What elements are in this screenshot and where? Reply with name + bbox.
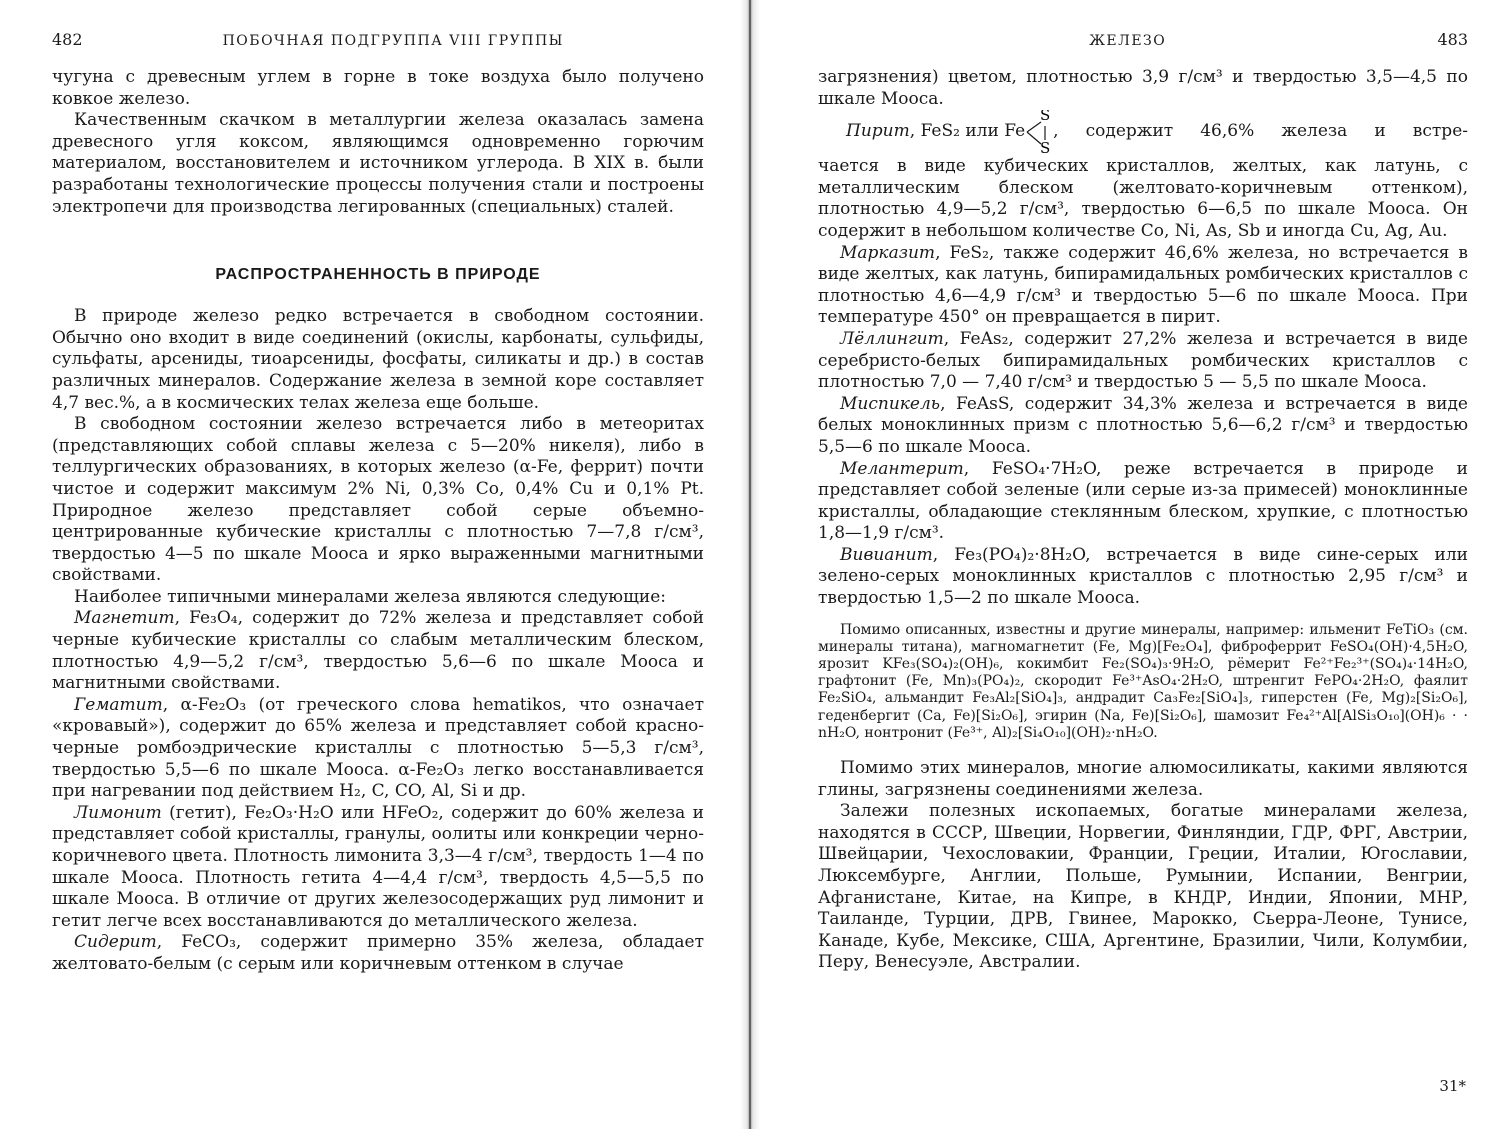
mineral-name: Сидерит (74, 932, 157, 953)
mineral-paragraph (52, 803, 704, 933)
sulfur-bottom: S (1040, 139, 1051, 155)
intro-paragraph: чугуна с древесным углем в горне в токе воздуха было получено ковкое железо. (52, 67, 704, 109)
mineral-name: Гематит (74, 694, 163, 715)
body-paragraph: Наиболее типичными минералами железа являются следующие: (74, 586, 667, 607)
small-print-note: Помимо описанных, известны и другие минералы, например: ильменит FeTiO₃ (см. минералы титана), магномагнетит (Fe, Mg)[Fe₂O₄], фиброферрит FeSO₄(OH)·4,5H₂O, ярозит KFe₃(SO₄)₂(OH)₆, кокимбит Fe₂(SO₄)₃·9H₂O, рёмерит Fe²⁺Fe₂³⁺(SO₄)₄·14H₂O, графтонит (Fe, Mn)₃(PO₄)₂, скородит Fe³⁺AsO₄·2H₂O, штренгит FePO₄·2H₂O, фаялит Fe₂SiO₄, альмандит Fe₃Al₂[SiO₄]₃, андрадит Ca₃Fe₂[SiO₄]₃, гиперстен (Fe, Mg)₂[Si₂O₆], геденбергит (Ca, Fe)[Si₂O₆], эгирин (Na, Fe)[Si₂O₆], шамозит Fe₄²⁺Al[AlSi₃O₁₀](OH)₆ · · nH₂O, нонтронит (Fe³⁺, Al)₂[Si₄O₁₀](OH)₂·nH₂O. (818, 621, 1468, 741)
mineral-text: , FeCO₃, содержит примерно 35% железа, обладает желтовато-белым (с серым или коричневым оттенком в случае (52, 932, 704, 974)
pyrite-text-after: , содержит 46,6% железа и встре- (1053, 121, 1468, 142)
mineral-paragraph (818, 459, 1468, 545)
pyrite-continuation: чается в виде кубических кристаллов, желтых, как латунь, с металлическим блеском (желтовато-коричневым оттенком), плотностью 4,9—5,2 г/см³, твердостью 6—6,5 по шкале Мооса. Он содержит в небольшом количестве Co, Ni, As, Sb и иногда Cu, Ag, Au. (818, 156, 1468, 241)
running-head-left: ПОБОЧНАЯ ПОДГРУППА VIII ГРУППЫ (222, 33, 564, 49)
intro-paragraph: Качественным скачком в металлургии железа оказалась замена древесного угля коксом, являющимся одновременно горючим материалом, восстановителем и источником углерода. В XIX в. были разработаны технологические процессы получения стали и построены электропечи для производства легированных (специальных) сталей. (52, 110, 704, 217)
mineral-paragraph (52, 695, 704, 803)
mineral-name: Лёллингит (840, 328, 944, 349)
mineral-name: Магнетит (74, 608, 175, 629)
book-gutter (740, 0, 760, 1129)
pyrite-structure (1025, 110, 1053, 154)
running-head-right: ЖЕЛЕЗО (1089, 33, 1167, 49)
mineral-text: (гетит), Fe₂O₃·H₂O или HFeO₂, содержит до 60% железа и представляет собой кристаллы, гранулы, оолиты или конкреции черно-коричневого цвета. Плотность лимонита 3,3—4 г/см³, твердость 1—4 по шкале Мооса. Плотность гетита 4—4,4 г/см³, твердость 4,5—5,5 по шкале Мооса. В отличие от других железосодержащих руд лимонит и гетит легче всех восстанавливаются до металлического железа. (52, 802, 704, 931)
mineral-text: , α-Fe₂O₃ (от греческого слова hematikos, что означает «кровавый»), содержит до 65% железа и представляет собой красно-черные ромбоэдрические кристаллы с плотностью 5—5,3 г/см³, твердостью 5,5—6 по шкале Мооса. α-Fe₂O₃ легко восстанавливается при нагревании под действием H₂, C, CO, Al, Si и др. (52, 694, 704, 802)
mineral-name: Мелантерит (840, 458, 964, 479)
mineral-paragraph (52, 932, 704, 975)
body-paragraph: В свободном состоянии железо встречается либо в метеоритах (представляющих собой сплавы железа с 5—20% никеля), либо в теллургических образованиях, в которых железо (α-Fe, феррит) почти чистое и содержит максимум 2% Ni, 0,3% Co, 0,4% Cu и 0,1% Pt. Природное железо представляет собой серые объемно-центрированные кубические кристаллы с плотностью 7—7,8 г/см³, твердостью 4—5 по шкале Мооса и ярко выраженными магнитными свойствами. (52, 414, 704, 586)
mineral-text: , Fe₃O₄, содержит до 72% железа и представляет собой черные кубические кристаллы со слабым металлическим блеском, плотностью 4,9—5,2 г/см³, твердостью 5,6—6 по шкале Мооса и магнитными свойствами. (52, 608, 704, 694)
continuation-paragraph: загрязнения) цветом, плотностью 3,9 г/см³ и твердостью 3,5—4,5 по шкале Мооса. (818, 67, 1468, 109)
closing-paragraph: Помимо этих минералов, многие алюмосиликаты, какими являются глины, загрязнены соединениями железа. (818, 758, 1468, 800)
page-number-left: 482 (52, 30, 83, 49)
mineral-paragraph (818, 329, 1468, 394)
mineral-paragraph (818, 243, 1468, 329)
mineral-name: Миспикель (840, 393, 941, 414)
signature-mark: 31* (1439, 1077, 1466, 1095)
mineral-text: , FeS₂, также содержит 46,6% железа, но встречается в виде желтых, как латунь, бипирамидальных ромбических кристаллов с плотностью 4,6—4,9 г/см³ и твердостью 5—6 по шкале Мооса. При температуре 450° он превращается в пирит. (818, 242, 1468, 328)
mineral-name: Лимонит (74, 802, 162, 823)
mineral-paragraph (52, 608, 704, 694)
body-paragraph: В природе железо редко встречается в свободном состоянии. Обычно оно входит в виде соединений (окислы, карбонаты, сульфиды, сульфаты, арсениды, тиоарсениды, фосфаты, силикаты и др.) в состав различных минералов. Содержание железа в земной коре составляет 4,7 вес.%, а в космических телах железа еще больше. (52, 306, 704, 413)
mineral-name: Марказит (840, 242, 936, 263)
right-page-header (818, 30, 1468, 49)
section-heading: РАСПРОСТРАНЕННОСТЬ В ПРИРОДЕ (215, 266, 541, 284)
mineral-paragraph (818, 545, 1468, 610)
mineral-text: , FeAs₂, содержит 27,2% железа и встречается в виде серебристо-белых бипирамидальных ромбических кристаллов с плотностью 7,0 — 7,40 г/см³ и твердостью 5 — 5,5 по шкале Мооса. (818, 328, 1468, 393)
mineral-text: , Fe₃(PO₄)₂·8H₂O, встречается в виде сине-серых или зелено-серых моноклинных кристаллов с плотностью 2,95 г/см³ и твердостью 1,5—2 по шкале Мооса. (818, 544, 1468, 609)
mineral-name: Вивианит (840, 544, 933, 565)
closing-paragraph: Залежи полезных ископаемых, богатые минералами железа, находятся в СССР, Швеции, Норвегии, Финляндии, ГДР, ФРГ, Австрии, Швейцарии, Чехословакии, Франции, Греции, Италии, Югославии, Люксембурге, Англии, Польше, Румынии, Испании, Венгрии, Афганистане, Китае, на Кипре, в КНДР, Индии, Японии, МНР, Таиланде, Турции, ДРВ, Гвинее, Марокко, Сьерра-Леоне, Тунисе, Канаде, Кубе, Мексике, США, Аргентине, Бразилии, Чили, Колумбии, Перу, Венесуэле, Австралии. (818, 801, 1468, 973)
sulfur-top: S (1040, 110, 1051, 125)
pyrite-formula-start: , FeS₂ или Fe (909, 121, 1026, 142)
mineral-name: Пирит (846, 121, 910, 142)
mineral-paragraph (818, 394, 1468, 459)
left-page-header (52, 30, 704, 49)
mineral-text: , FeAsS, содержит 34,3% железа и встречается в виде белых моноклинных призм с плотностью 5,6—6,2 г/см³ и твердостью 5,5—6 по шкале Мооса. (818, 393, 1468, 457)
right-page (760, 0, 1506, 1129)
pyrite-formula-line (818, 110, 1468, 154)
left-page (0, 0, 740, 1129)
disulfide-bond-diagram (1025, 110, 1053, 154)
mineral-text: , FeSO₄·7H₂O, реже встречается в природе и представляет собой зеленые (или серые из-за примесей) моноклинные кристаллы, обладающие стеклянным блеском, хрупкие, с плотностью 1,8—1,9 г/см³. (818, 458, 1468, 544)
page-number-right: 483 (1437, 30, 1468, 49)
